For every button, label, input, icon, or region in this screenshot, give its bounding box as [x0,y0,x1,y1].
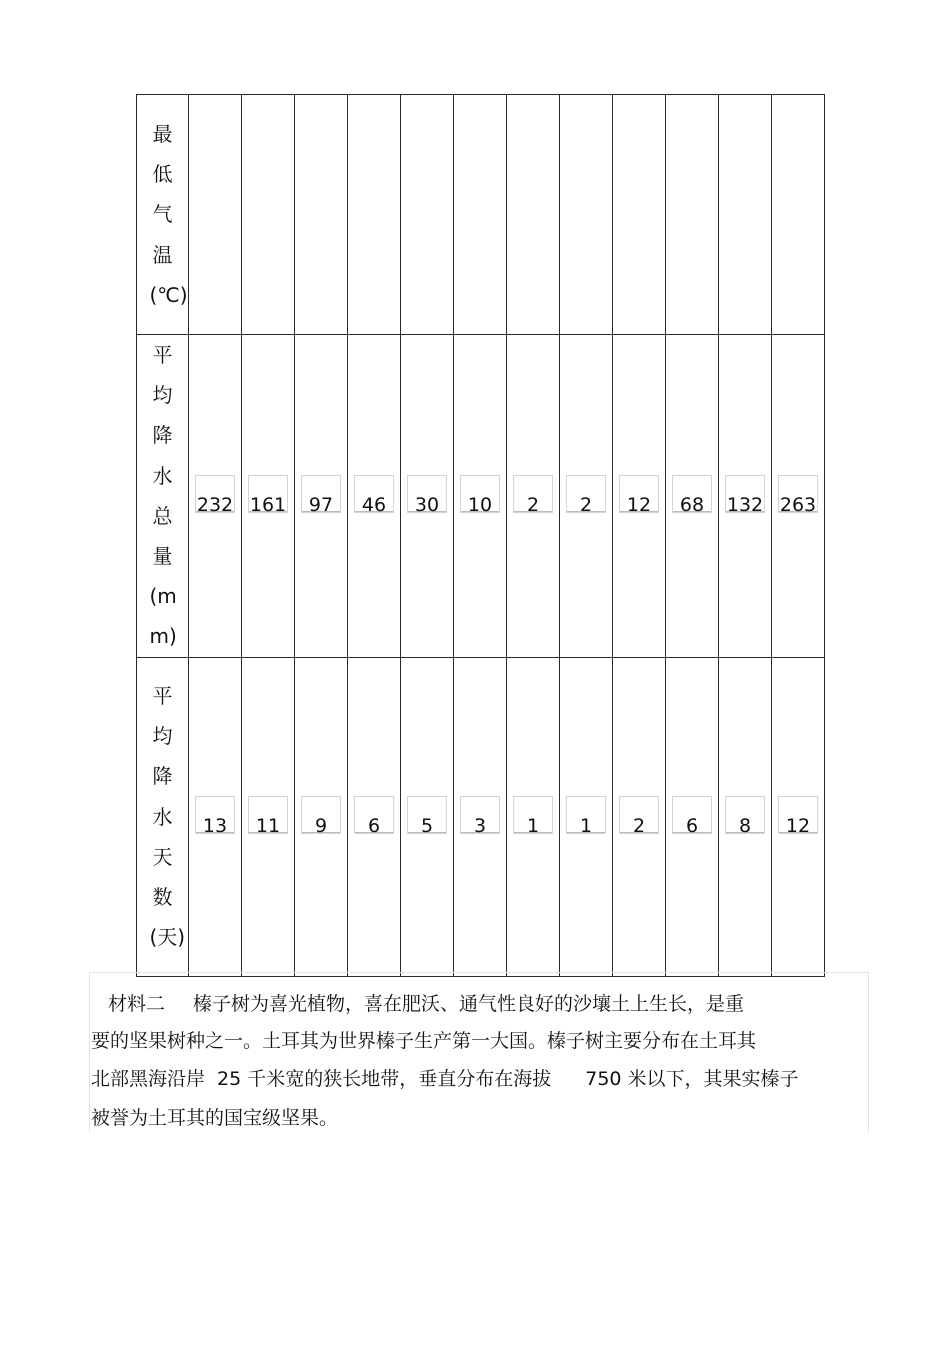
passage-text-3b: 25 千米宽的狭长地带，垂直分布在海拔 [217,1068,552,1090]
cell-value: 2 [526,494,540,517]
table-cell [507,657,560,976]
row-header-days [137,657,189,976]
value-box [725,475,765,517]
table-cell [560,95,613,335]
value-box [195,475,235,517]
cell-value: 3 [473,815,487,838]
cell-value: 5 [420,815,434,838]
table-cell [719,335,772,658]
table-cell [295,95,348,335]
passage-line-4: 被誉为土耳其的国宝级坚果。 [91,1107,339,1129]
cell-value: 6 [367,815,381,838]
value-box [195,796,235,838]
cell-value: 97 [308,494,334,517]
table-cell [666,335,719,658]
table-row-days [137,657,825,976]
climate-table [136,94,825,977]
material-two-passage [89,972,869,1132]
table-cell [454,335,507,658]
table-cell [242,95,295,335]
cell-value: 232 [196,494,234,517]
table-cell [454,95,507,335]
row-header-precip [137,335,189,658]
table-cell [613,335,666,658]
row-label-days: 平均降水天数(天) [149,683,186,950]
value-box [248,796,288,838]
passage-line-3 [91,1064,799,1096]
table-row-min-temp [137,95,825,335]
table-cell [560,657,613,976]
cell-value: 46 [361,494,387,517]
passage-line-2: 要的坚果树种之一。土耳其为世界榛子生产第一大国。榛子树主要分布在土耳其 [91,1030,757,1052]
cell-value: 6 [685,815,699,838]
table-cell [666,95,719,335]
table-row-precip [137,335,825,658]
table-cell [772,657,825,976]
passage-text-1: 榛子树为喜光植物，喜在肥沃、通气性良好的沙壤土上生长，是重 [193,993,745,1015]
value-box [301,796,341,838]
cell-value: 2 [632,815,646,838]
value-box [354,796,394,838]
cell-value: 8 [738,815,752,838]
table-cell [772,95,825,335]
table-cell [189,657,242,976]
value-box [513,796,553,838]
row-label-min-temp: 最低气温(℃) [149,121,188,307]
table-cell [295,335,348,658]
cell-value: 2 [579,494,593,517]
cell-value: 13 [202,815,228,838]
cell-value: 10 [467,494,493,517]
table-cell [348,95,401,335]
table-cell [613,657,666,976]
table-cell [772,335,825,658]
table-cell [348,335,401,658]
table-cell [613,95,666,335]
cell-value: 132 [726,494,764,517]
value-box [407,475,447,517]
value-box [778,796,818,838]
cell-value: 11 [255,815,281,838]
table-cell [507,95,560,335]
value-box [460,475,500,517]
table-cell [719,95,772,335]
value-box [672,475,712,517]
value-box [301,475,341,517]
cell-value: 1 [526,815,540,838]
value-box [513,475,553,517]
value-box [672,796,712,838]
table-cell [242,657,295,976]
table-cell [401,657,454,976]
value-box [566,796,606,838]
passage-text-3c: 750 米以下，其果实榛子 [585,1068,799,1090]
table-cell [666,657,719,976]
row-label-precip: 平均降水总量(mm) [149,343,177,649]
cell-value: 12 [626,494,652,517]
value-box [725,796,765,838]
table-cell [295,657,348,976]
table-cell [454,657,507,976]
cell-value: 263 [779,494,817,517]
passage-line-1 [108,989,744,1021]
value-box [460,796,500,838]
table-cell [189,95,242,335]
value-box [566,475,606,517]
table-cell [507,335,560,658]
value-box [778,475,818,517]
cell-value: 1 [579,815,593,838]
cell-value: 161 [249,494,287,517]
table-cell [189,335,242,658]
cell-value: 12 [785,815,811,838]
value-box [619,475,659,517]
cell-value: 9 [314,815,328,838]
table-cell [348,657,401,976]
cell-value: 30 [414,494,440,517]
table-cell [719,657,772,976]
cell-value: 68 [679,494,705,517]
table-cell [401,95,454,335]
value-box [248,475,288,517]
value-box [407,796,447,838]
value-box [354,475,394,517]
table-cell [401,335,454,658]
value-box [619,796,659,838]
material-heading: 材料二 [108,993,166,1015]
table-cell [242,335,295,658]
row-header-min-temp [137,95,189,335]
passage-text-3a: 北部黑海沿岸 [91,1068,206,1090]
table-cell [560,335,613,658]
